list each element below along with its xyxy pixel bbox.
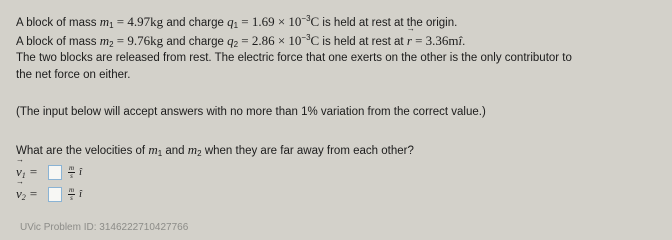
v1-subscript: 1 xyxy=(21,171,26,180)
q1-exponent: −3 xyxy=(301,14,311,23)
m2-value: = 9.76kg xyxy=(116,33,164,48)
m1-subscript: 1 xyxy=(109,21,114,30)
q1-value: = 1.69 × 10 xyxy=(241,14,302,29)
m2-symbol: m xyxy=(187,142,198,157)
problem-id-footer: UVic Problem ID: 3146222710427766 xyxy=(20,222,189,233)
question-line xyxy=(16,142,414,158)
i-hat-unit-vector: î xyxy=(79,166,83,178)
unit-meters-per-second xyxy=(68,165,75,180)
v1-symbol: → v xyxy=(16,164,22,180)
m2-subscript: 2 xyxy=(197,149,202,158)
equals: = xyxy=(29,164,38,179)
m2-symbol: m xyxy=(99,33,110,48)
i-hat-unit-vector: î xyxy=(79,188,83,200)
unit-denominator: s xyxy=(70,193,73,202)
v2-symbol: → v xyxy=(16,186,22,202)
q2-exponent: −3 xyxy=(301,33,311,42)
answer-row-v2 xyxy=(16,185,82,203)
m1-symbol: m xyxy=(148,142,158,157)
text: when they are far away from each other? xyxy=(204,145,414,157)
text: is held at rest at the origin. xyxy=(322,17,458,29)
unit-numerator: m xyxy=(68,185,75,194)
unit-meters-per-second xyxy=(68,187,75,202)
unit-denominator: s xyxy=(70,171,73,180)
text: is held at rest at xyxy=(322,36,404,48)
problem-line-1 xyxy=(16,14,457,30)
text: . xyxy=(462,36,466,48)
text: and charge xyxy=(166,17,224,29)
position-vector-symbol: → r xyxy=(407,33,412,49)
text: A block of mass xyxy=(16,17,97,29)
problem-line-4: the net force on either. xyxy=(16,69,131,81)
position-value: = 3.36m xyxy=(415,33,459,48)
m1-value: = 4.97kg xyxy=(116,14,164,29)
i-hat-unit-vector: î xyxy=(458,33,463,48)
problem-line-3: The two blocks are released from rest. The electric force that one exerts on the other is the only contributor to xyxy=(16,52,572,64)
v1-input[interactable] xyxy=(48,165,62,180)
unit-numerator: m xyxy=(68,163,75,172)
q2-symbol: q xyxy=(227,33,234,48)
equals: = xyxy=(29,186,38,201)
text: and xyxy=(165,145,185,157)
v2-label xyxy=(16,186,46,202)
q2-unit: C xyxy=(310,33,320,48)
text: and charge xyxy=(166,36,224,48)
q2-value: = 2.86 × 10 xyxy=(241,33,302,48)
q1-symbol: q xyxy=(227,14,234,29)
m1-symbol: m xyxy=(99,14,110,29)
m1-subscript: 1 xyxy=(157,149,163,158)
m2-subscript: 2 xyxy=(109,40,114,49)
q2-subscript: 2 xyxy=(233,40,239,49)
answer-row-v1 xyxy=(16,163,82,181)
v2-input[interactable] xyxy=(48,187,62,202)
v2-subscript: 2 xyxy=(21,193,26,202)
tolerance-note: (The input below will accept answers with no more than 1% variation from the correct value.) xyxy=(16,106,486,118)
q1-unit: C xyxy=(310,14,320,29)
q1-subscript: 1 xyxy=(233,21,239,30)
text: What are the velocities of xyxy=(16,145,146,157)
text: A block of mass xyxy=(16,36,97,48)
problem-line-2 xyxy=(16,33,465,49)
